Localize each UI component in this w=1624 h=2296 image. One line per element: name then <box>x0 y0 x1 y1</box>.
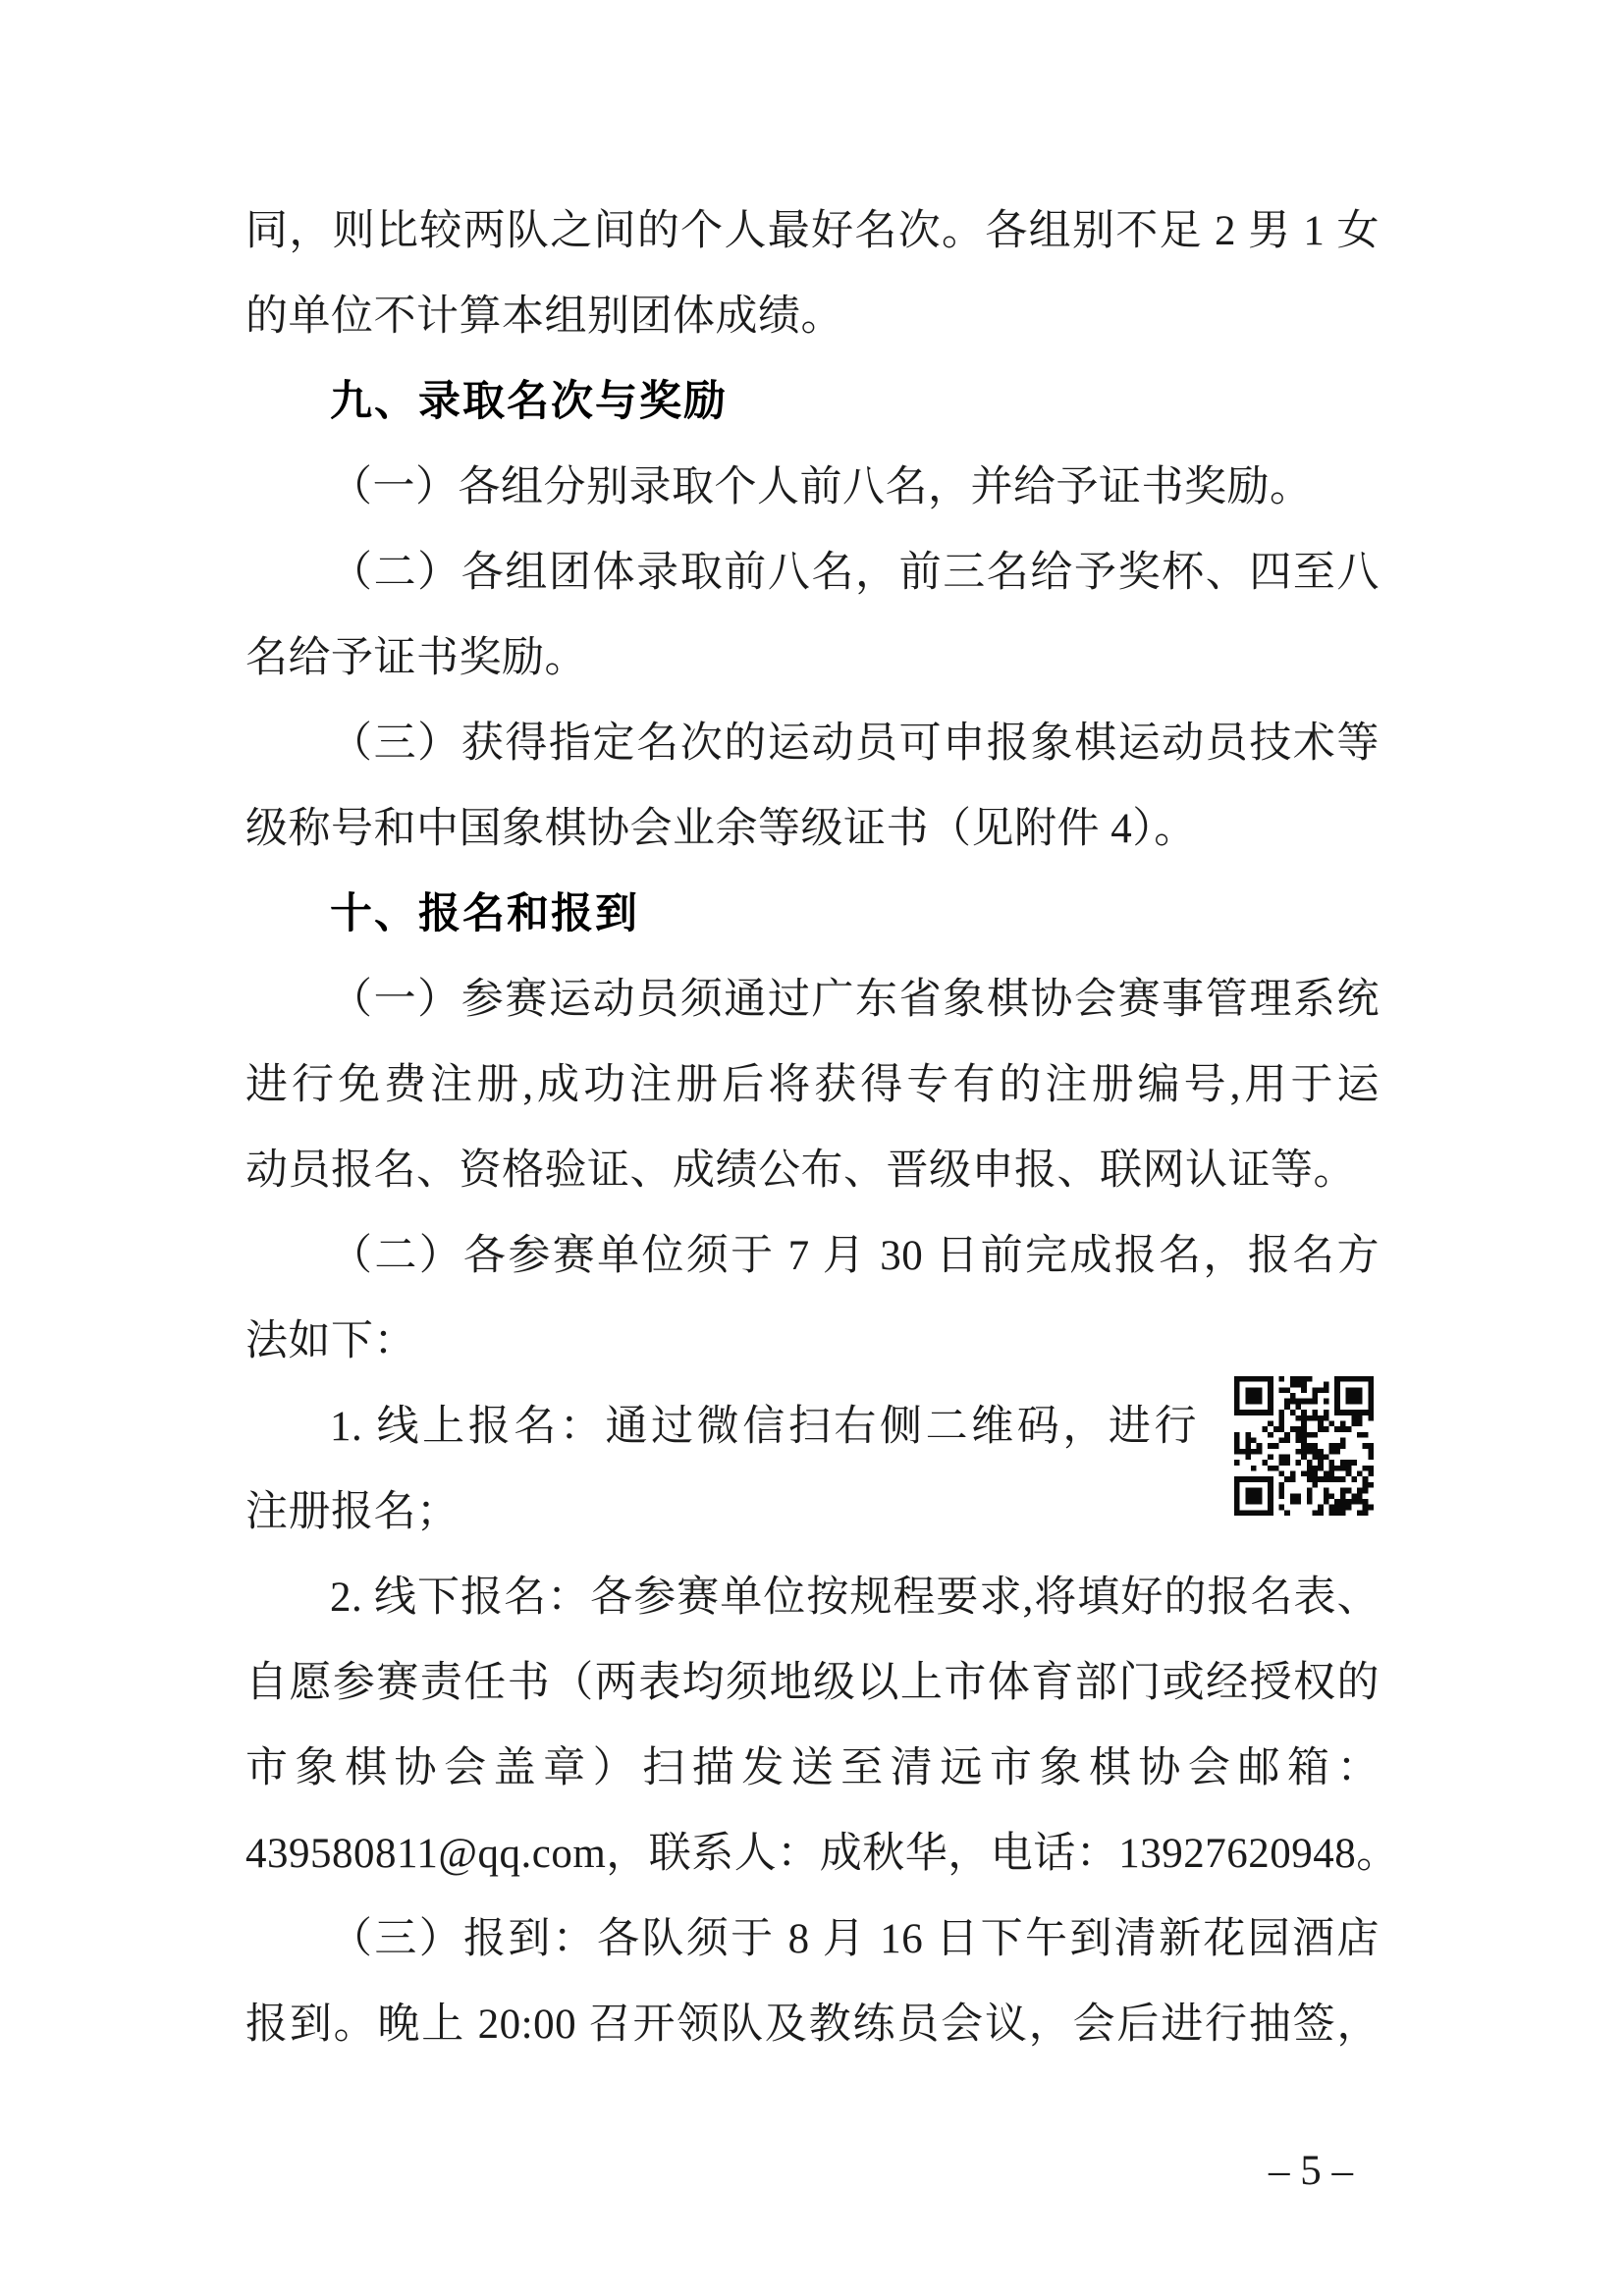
text-line: 报到。晚上 20:00 召开领队及教练员会议，会后进行抽签， <box>245 2002 1380 2048</box>
text-line: 的单位不计算本组别团体成绩。 <box>245 294 843 340</box>
text-line: 进行免费注册,成功注册后将获得专有的注册编号,用于运 <box>245 1062 1380 1108</box>
text-line: 法如下： <box>245 1318 416 1364</box>
text-line: 市象棋协会盖章）扫描发送至清远市象棋协会邮箱： <box>245 1745 1380 1791</box>
text-line: 名给予证书奖励。 <box>245 635 587 681</box>
text-line: 动员报名、资格验证、成绩公布、晋级申报、联网认证等。 <box>245 1148 1356 1194</box>
text-line: （一）参赛运动员须通过广东省象棋协会赛事管理系统 <box>330 977 1380 1023</box>
section-heading: 十、报名和报到 <box>330 890 639 937</box>
text-block <box>245 188 1399 2067</box>
section-heading: 九、录取名次与奖励 <box>330 378 728 425</box>
qr-code <box>1234 1376 1374 1516</box>
page-number: – 5 – <box>1269 2148 1353 2194</box>
text-line: 1. 线上报名：通过微信扫右侧二维码，进行 <box>330 1404 1197 1450</box>
text-line: 439580811@qq.com，联系人：成秋华，电话：13927620948。 <box>245 1831 1399 1877</box>
text-line: 自愿参赛责任书（两表均须地级以上市体育部门或经授权的 <box>245 1660 1380 1706</box>
text-line: 2. 线下报名：各参赛单位按规程要求,将填好的报名表、 <box>330 1575 1380 1621</box>
text-line: （三）报到：各队须于 8 月 16 日下午到清新花园酒店 <box>330 1916 1380 1962</box>
text-line: 注册报名； <box>245 1489 460 1535</box>
text-line: （三）获得指定名次的运动员可申报象棋运动员技术等 <box>330 721 1380 767</box>
text-line: 级称号和中国象棋协会业余等级证书（见附件 4）。 <box>245 806 1197 852</box>
text-line: （一）各组分别录取个人前八名，并给予证书奖励。 <box>330 464 1313 510</box>
text-line: （二）各组团体录取前八名，前三名给予奖杯、四至八 <box>330 550 1380 596</box>
text-line: （二）各参赛单位须于 7 月 30 日前完成报名，报名方 <box>330 1233 1380 1279</box>
text-line: 同，则比较两队之间的个人最好名次。各组别不足 2 男 1 女 <box>245 208 1380 254</box>
